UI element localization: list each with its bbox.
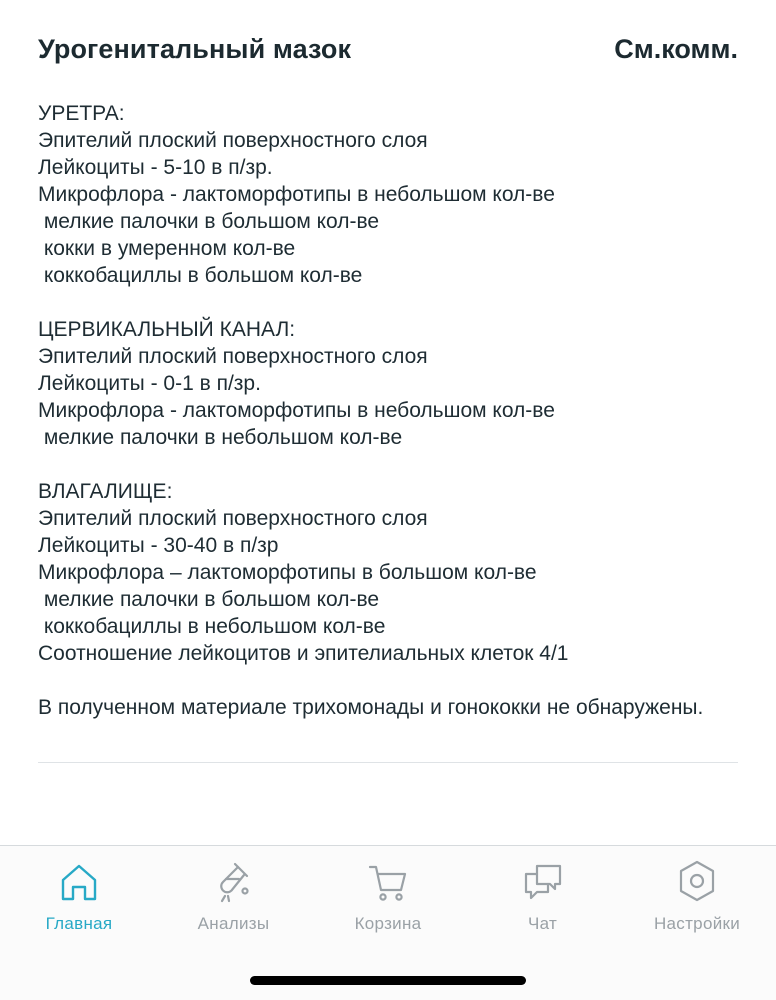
result-line: мелкие палочки в большом кол-ве bbox=[38, 210, 380, 233]
result-line: Лейкоциты - 0-1 в п/зр. bbox=[38, 372, 261, 395]
page-header bbox=[38, 34, 738, 65]
tab-label: Анализы bbox=[197, 914, 270, 933]
cart-icon bbox=[368, 858, 408, 906]
result-line: Эпителий плоский поверхностного слоя bbox=[38, 129, 428, 152]
result-line: Эпителий плоский поверхностного слоя bbox=[38, 507, 428, 530]
tab-label: Настройки bbox=[653, 914, 741, 933]
see-comment-link[interactable]: См.комм. bbox=[614, 34, 738, 64]
section-heading: ЦЕРВИКАЛЬНЫЙ КАНАЛ: bbox=[38, 318, 296, 341]
result-line: кокки в умеренном кол-ве bbox=[38, 237, 296, 260]
home-indicator bbox=[250, 976, 526, 985]
page-title: Урогенитальный мазок bbox=[38, 34, 352, 64]
result-line: мелкие палочки в небольшом кол-ве bbox=[38, 426, 403, 449]
section-vagina bbox=[38, 478, 738, 667]
divider bbox=[38, 762, 738, 763]
home-icon bbox=[59, 858, 99, 906]
result-line: Лейкоциты - 5-10 в п/зр. bbox=[38, 156, 273, 179]
result-line: Микрофлора - лактоморфотипы в небольшом кол-ве bbox=[38, 183, 555, 206]
result-line: Микрофлора – лактоморфотипы в большом кол-ве bbox=[38, 561, 537, 584]
result-line: мелкие палочки в большом кол-ве bbox=[38, 588, 380, 611]
section-cervical-canal bbox=[38, 316, 738, 451]
test-tube-icon bbox=[214, 858, 254, 906]
result-text bbox=[38, 100, 738, 721]
section-urethra bbox=[38, 100, 738, 289]
settings-icon bbox=[677, 858, 717, 906]
section-heading: ВЛАГАЛИЩЕ: bbox=[38, 480, 173, 503]
result-line: Эпителий плоский поверхностного слоя bbox=[38, 345, 428, 368]
chat-icon bbox=[523, 858, 563, 906]
result-line: коккобациллы в небольшом кол-ве bbox=[38, 615, 386, 638]
result-line: Соотношение лейкоцитов и эпителиальных клеток 4/1 bbox=[38, 642, 569, 665]
tab-home[interactable] bbox=[4, 846, 154, 1000]
tab-label: Корзина bbox=[354, 914, 422, 933]
result-note: В полученном материале трихомонады и гонококки не обнаружены. bbox=[38, 696, 704, 719]
section-heading: УРЕТРА: bbox=[38, 102, 125, 125]
result-line: Лейкоциты - 30-40 в п/зр bbox=[38, 534, 279, 557]
tab-label: Чат bbox=[527, 914, 558, 933]
tab-settings[interactable] bbox=[622, 846, 772, 1000]
tab-label: Главная bbox=[45, 914, 113, 933]
result-line: Микрофлора - лактоморфотипы в небольшом кол-ве bbox=[38, 399, 555, 422]
result-line: коккобациллы в большом кол-ве bbox=[38, 264, 363, 287]
